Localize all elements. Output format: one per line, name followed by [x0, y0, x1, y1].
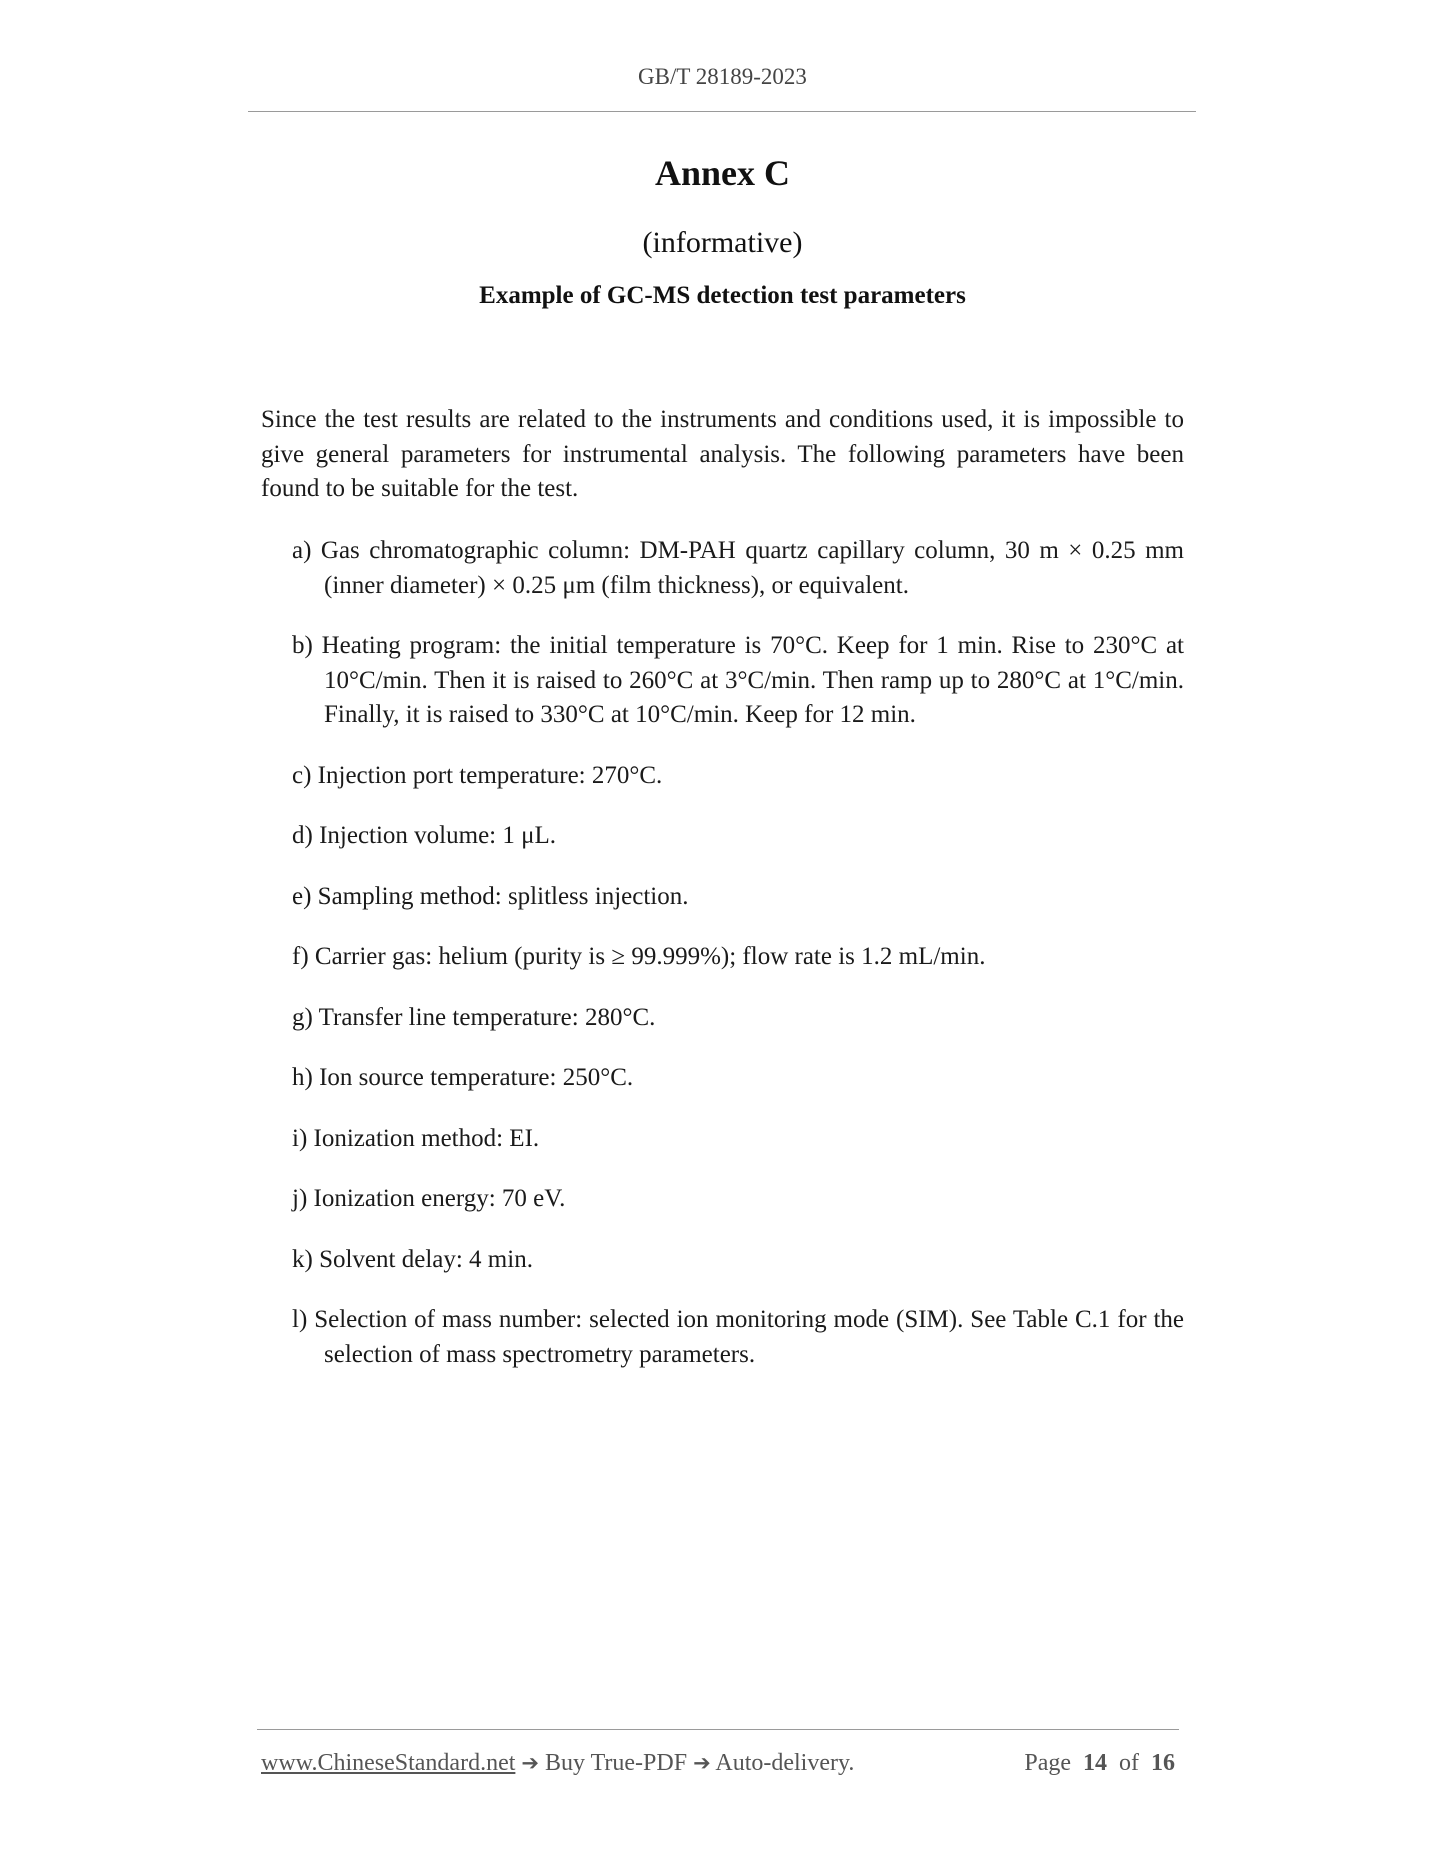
of-label: of: [1119, 1750, 1139, 1776]
parameter-item: e) Sampling method: splitless injection.: [292, 882, 689, 910]
parameter-item: b) Heating program: the initial temperature is 70°C. Keep for 1 min. Rise to 230°C at 10°C/min. Then it is raised to 260°C at 3°C/min. Then ramp up to 280°C at 1°C/min. Finally, it is raised to 330°C at 10°C/min. Keep for 12 min.: [292, 632, 1184, 728]
parameter-item: c) Injection port temperature: 270°C.: [292, 761, 663, 789]
page-indicator: [1024, 1750, 1175, 1777]
parameter-item: d) Injection volume: 1 μL.: [292, 822, 557, 849]
page-label: Page: [1024, 1750, 1071, 1776]
parameter-item: h) Ion source temperature: 250°C.: [292, 1064, 634, 1091]
buy-text: Buy True-PDF: [545, 1750, 688, 1776]
header-divider: [248, 111, 1196, 112]
parameter-list: [292, 534, 1184, 1398]
annex-title: Annex C: [654, 153, 791, 193]
site-link[interactable]: www.ChineseStandard.net: [261, 1750, 516, 1776]
parameter-item: k) Solvent delay: 4 min.: [292, 1245, 533, 1273]
footer-divider: [257, 1729, 1179, 1730]
delivery-text: Auto-delivery.: [715, 1750, 855, 1776]
right-arrow-icon: ➔: [521, 1751, 539, 1775]
parameter-item: g) Transfer line temperature: 280°C.: [292, 1003, 656, 1031]
intro-paragraph: Since the test results are related to the instruments and conditions used, it is impossible to give general parameters for instrumental analysis. The following parameters have been found to be suitable for the test.: [261, 406, 1184, 502]
total-pages: 16: [1151, 1750, 1175, 1776]
annex-subtitle: (informative): [642, 226, 803, 259]
annex-heading: Example of GC-MS detection test parameters: [479, 282, 966, 309]
document-code: GB/T 28189-2023: [638, 64, 807, 89]
parameter-item: f) Carrier gas: helium (purity is ≥ 99.999%); flow rate is 1.2 mL/min.: [292, 943, 986, 970]
parameter-item: j) Ionization energy: 70 eV.: [292, 1185, 566, 1212]
parameter-item: i) Ionization method: EI.: [292, 1124, 540, 1152]
parameter-item: a) Gas chromatographic column: DM-PAH quartz capillary column, 30 m × 0.25 mm (inner diameter) × 0.25 μm (film thickness), or equivalent.: [292, 537, 1184, 599]
right-arrow-icon: ➔: [693, 1751, 711, 1775]
parameter-item: l) Selection of mass number: selected ion monitoring mode (SIM). See Table C.1 for the selection of mass spectrometry parameters.: [292, 1306, 1184, 1368]
footer-promo: [261, 1750, 854, 1777]
current-page: 14: [1083, 1750, 1107, 1776]
